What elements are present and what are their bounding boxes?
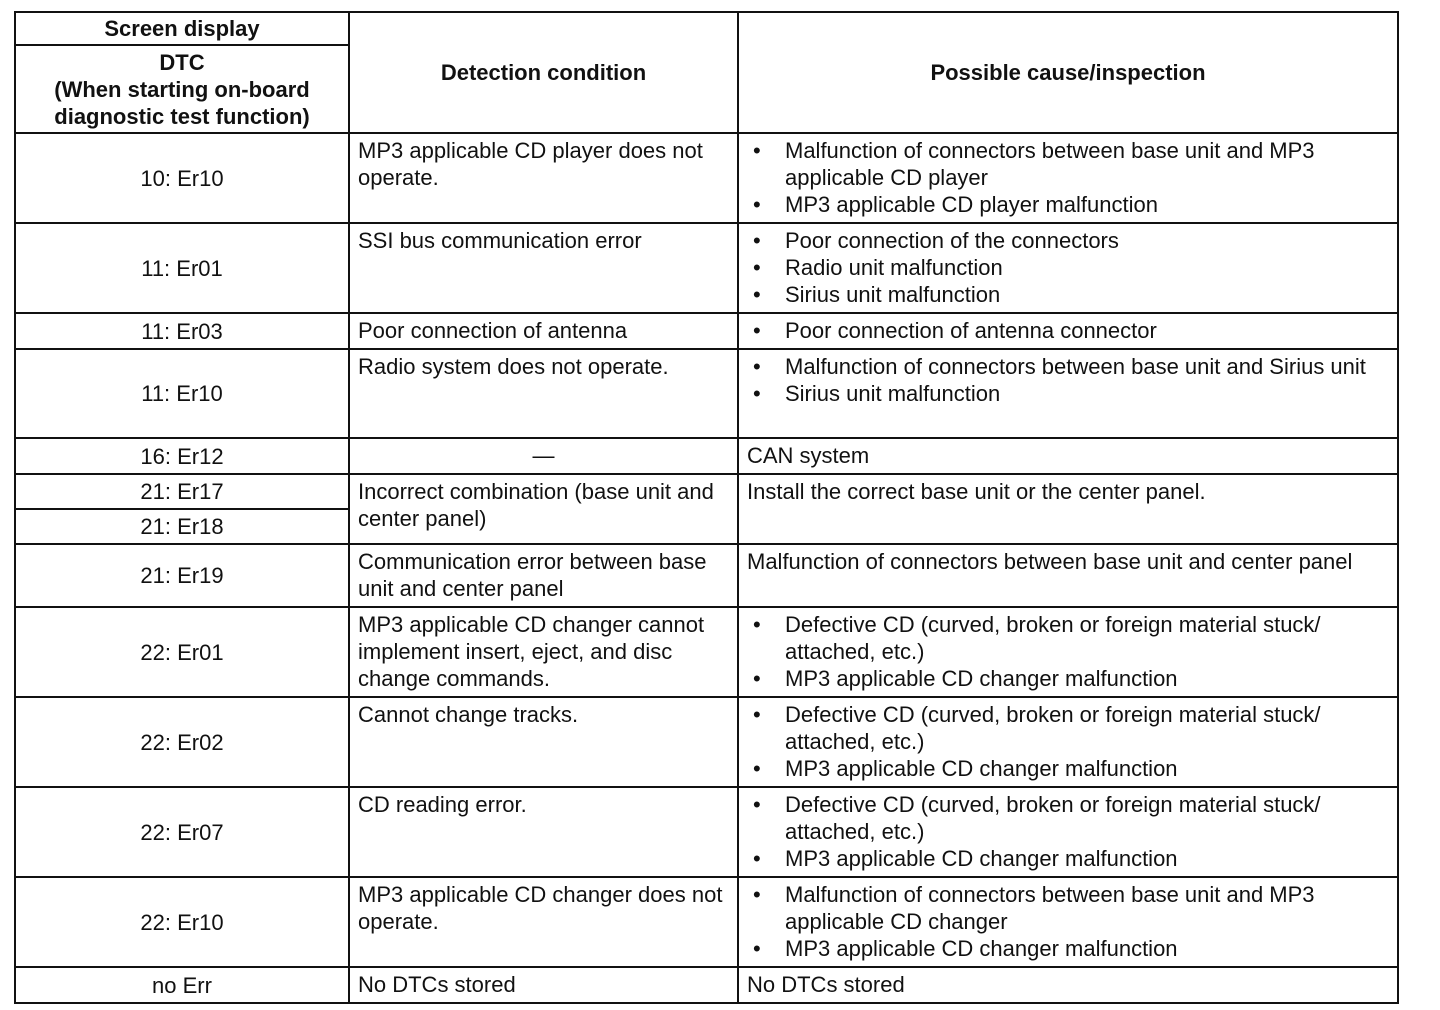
dtc-code: 22: Er02 [15, 697, 349, 787]
cause-item: • Defective CD (curved, broken or foreign material stuck/ attached, etc.) [747, 611, 1389, 665]
table-row [15, 349, 1398, 438]
header-screen-display: Screen display [15, 12, 349, 45]
dtc-code: no Err [15, 967, 349, 1003]
dtc-code: 10: Er10 [15, 133, 349, 223]
possible-cause [738, 697, 1398, 787]
detection-condition: Radio system does not operate. [349, 349, 738, 438]
cause-item: • Poor connection of antenna connector [747, 317, 1389, 344]
dtc-code: 21: Er18 [15, 509, 349, 544]
detection-condition: No DTCs stored [349, 967, 738, 1003]
possible-cause [738, 877, 1398, 967]
cause-item: • Defective CD (curved, broken or foreign material stuck/ attached, etc.) [747, 701, 1389, 755]
detection-condition: Cannot change tracks. [349, 697, 738, 787]
dtc-code: 22: Er10 [15, 877, 349, 967]
cause-item: • MP3 applicable CD changer malfunction [747, 935, 1389, 962]
detection-condition: MP3 applicable CD changer does not operate. [349, 877, 738, 967]
dtc-code: 22: Er01 [15, 607, 349, 697]
dtc-code: 22: Er07 [15, 787, 349, 877]
possible-cause [738, 223, 1398, 313]
detection-condition: SSI bus communication error [349, 223, 738, 313]
dtc-code: 11: Er10 [15, 349, 349, 438]
table-row [15, 313, 1398, 349]
cause-item: • Radio unit malfunction [747, 254, 1389, 281]
possible-cause [738, 787, 1398, 877]
table-row [15, 474, 1398, 509]
possible-cause [738, 313, 1398, 349]
cause-item: • Malfunction of connectors between base unit and MP3 applicable CD player [747, 137, 1389, 191]
cause-item: • Malfunction of connectors between base unit and MP3 applicable CD changer [747, 881, 1389, 935]
dtc-code: 11: Er03 [15, 313, 349, 349]
cause-item: • MP3 applicable CD player malfunction [747, 191, 1389, 218]
possible-cause [738, 607, 1398, 697]
possible-cause: CAN system [738, 438, 1398, 474]
table-row [15, 967, 1398, 1003]
table-row [15, 438, 1398, 474]
dtc-table [14, 11, 1399, 1004]
detection-condition: — [349, 438, 738, 474]
table-row [15, 697, 1398, 787]
dtc-code: 21: Er19 [15, 544, 349, 607]
header-dtc [15, 45, 349, 133]
dtc-code: 11: Er01 [15, 223, 349, 313]
header-dtc-title: DTC [159, 49, 205, 75]
detection-condition: CD reading error. [349, 787, 738, 877]
detection-condition: Incorrect combination (base unit and center panel) [349, 474, 738, 544]
possible-cause: No DTCs stored [738, 967, 1398, 1003]
cause-item: • Malfunction of connectors between base unit and Sirius unit [747, 353, 1389, 380]
header-detection-condition: Detection condition [349, 12, 738, 133]
header-dtc-subtitle: (When starting on-board diagnostic test function) [54, 76, 310, 129]
dtc-code: 16: Er12 [15, 438, 349, 474]
detection-condition: MP3 applicable CD player does not operate. [349, 133, 738, 223]
detection-condition: MP3 applicable CD changer cannot implement insert, eject, and disc change commands. [349, 607, 738, 697]
table-row [15, 133, 1398, 223]
cause-item: • Poor connection of the connectors [747, 227, 1389, 254]
cause-item: • MP3 applicable CD changer malfunction [747, 755, 1389, 782]
possible-cause: Malfunction of connectors between base unit and center panel [738, 544, 1398, 607]
detection-condition: Communication error between base unit and center panel [349, 544, 738, 607]
cause-item: • Sirius unit malfunction [747, 380, 1389, 407]
detection-condition: Poor connection of antenna [349, 313, 738, 349]
table-row [15, 877, 1398, 967]
cause-item: • MP3 applicable CD changer malfunction [747, 845, 1389, 872]
table-row [15, 223, 1398, 313]
cause-item: • MP3 applicable CD changer malfunction [747, 665, 1389, 692]
possible-cause [738, 349, 1398, 438]
possible-cause [738, 133, 1398, 223]
header-possible-cause: Possible cause/inspection [738, 12, 1398, 133]
possible-cause: Install the correct base unit or the center panel. [738, 474, 1398, 544]
table-row [15, 787, 1398, 877]
cause-item: • Sirius unit malfunction [747, 281, 1389, 308]
table-row [15, 544, 1398, 607]
dtc-code: 21: Er17 [15, 474, 349, 509]
cause-item: • Defective CD (curved, broken or foreign material stuck/ attached, etc.) [747, 791, 1389, 845]
table-row [15, 607, 1398, 697]
